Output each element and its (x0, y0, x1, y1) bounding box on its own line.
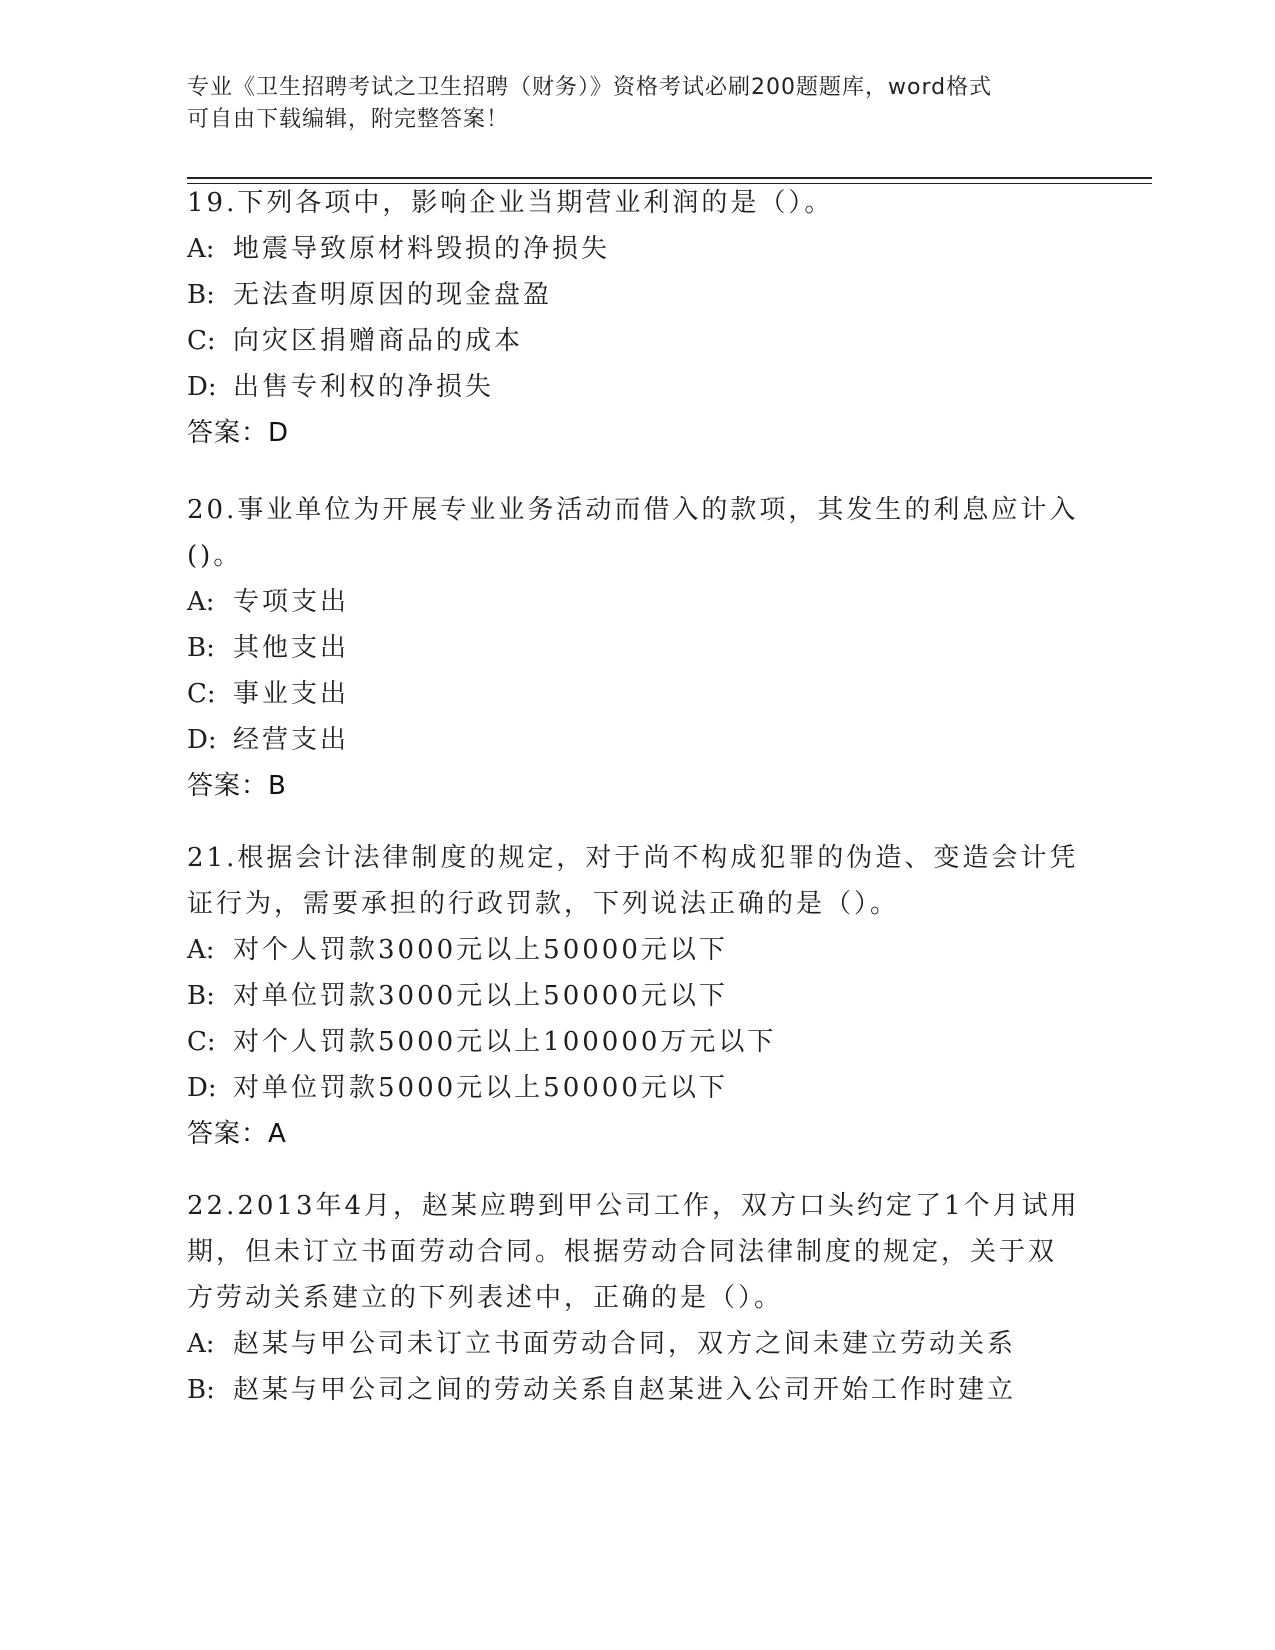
option-a (187, 226, 1077, 272)
question-stem: 22.2013年4月，赵某应聘到甲公司工作，双方口头约定了1个月试用 (187, 1191, 1080, 1221)
question-20 (187, 487, 1077, 809)
option-b (187, 625, 1077, 671)
option-text: 对个人罚款5000元以上100000万元以下 (233, 1027, 777, 1057)
question-21 (187, 835, 1077, 1157)
option-d (187, 1065, 1077, 1111)
option-letter: D: (187, 372, 217, 402)
option-letter: B: (187, 1375, 215, 1405)
option-letter: D: (187, 1073, 217, 1103)
header-divider-thick (187, 177, 1152, 179)
option-b (187, 1367, 1077, 1413)
option-text: 向灾区捐赠商品的成本 (233, 326, 524, 356)
question-stem-continued: 期，但未订立书面劳动合同。根据劳动合同法律制度的规定，关于双 (187, 1237, 1058, 1267)
option-a (187, 1321, 1077, 1367)
option-d (187, 364, 1077, 410)
option-a (187, 579, 1077, 625)
question-stem: 19.下列各项中，影响企业当期营业利润的是（）。 (187, 188, 834, 218)
option-b (187, 973, 1077, 1019)
option-text: 地震导致原材料毁损的净损失 (233, 234, 611, 264)
question-stem: 21.根据会计法律制度的规定，对于尚不构成犯罪的伪造、变造会计凭 (187, 843, 1079, 873)
question-stem-continued: ()。 (187, 541, 243, 571)
option-a (187, 927, 1077, 973)
option-letter: A: (187, 935, 215, 965)
question-19 (187, 180, 1077, 456)
option-text: 赵某与甲公司未订立书面劳动合同，双方之间未建立劳动关系 (233, 1329, 1017, 1359)
option-text: 其他支出 (233, 633, 350, 663)
option-c (187, 1019, 1077, 1065)
option-text: 对单位罚款3000元以上50000元以下 (233, 981, 728, 1011)
option-text: 赵某与甲公司之间的劳动关系自赵某进入公司开始工作时建立 (233, 1375, 1017, 1405)
option-text: 事业支出 (233, 679, 350, 709)
option-text: 经营支出 (233, 725, 350, 755)
header-line-2: 可自由下载编辑，附完整答案！ (187, 107, 510, 132)
answer-line: 答案：A (187, 1119, 287, 1149)
answer-line: 答案：B (187, 771, 287, 801)
option-letter: B: (187, 280, 215, 310)
option-text: 出售专利权的净损失 (233, 372, 495, 402)
document-header (187, 72, 1087, 136)
option-c (187, 318, 1077, 364)
option-letter: C: (187, 679, 216, 709)
option-letter: B: (187, 981, 215, 1011)
option-letter: B: (187, 633, 215, 663)
option-d (187, 717, 1077, 763)
header-line-1: 专业《卫生招聘考试之卫生招聘（财务）》资格考试必刷200题题库，word格式 (187, 75, 993, 100)
option-text: 专项支出 (233, 587, 350, 617)
option-c (187, 671, 1077, 717)
option-letter: C: (187, 1027, 216, 1057)
option-letter: A: (187, 587, 215, 617)
option-text: 对单位罚款5000元以上50000元以下 (233, 1073, 728, 1103)
option-letter: A: (187, 1329, 215, 1359)
option-letter: D: (187, 725, 217, 755)
option-b (187, 272, 1077, 318)
option-text: 无法查明原因的现金盘盈 (233, 280, 553, 310)
answer-line: 答案：D (187, 418, 290, 448)
question-stem: 20.事业单位为开展专业业务活动而借入的款项，其发生的利息应计入 (187, 495, 1079, 525)
option-text: 对个人罚款3000元以上50000元以下 (233, 935, 728, 965)
option-letter: C: (187, 326, 216, 356)
option-letter: A: (187, 234, 215, 264)
question-stem-continued: 证行为，需要承担的行政罚款，下列说法正确的是（）。 (187, 889, 900, 919)
question-stem-continued: 方劳动关系建立的下列表述中，正确的是（）。 (187, 1283, 784, 1313)
question-22 (187, 1183, 1080, 1413)
